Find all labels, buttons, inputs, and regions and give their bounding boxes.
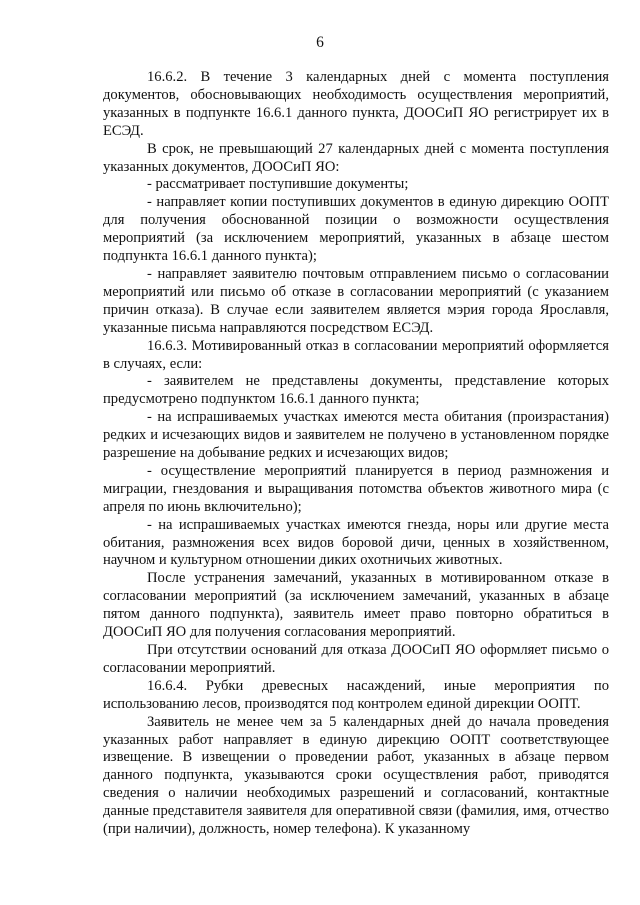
document-body (103, 69, 609, 839)
list-item-review-documents: - рассматривает поступившие документы; (147, 176, 409, 193)
paragraph-resubmission: После устранения замечаний, указанных в мотивированном отказе в согласовании мероприятий (за исключением замечаний, указанных в абзаце пятом данного подпункта), заявитель имеет право повторно обратиться в ДООСиП ЯО для получения согласования мероприятий. (103, 570, 609, 641)
list-item-rare-species: - на испрашиваемых участках имеются места обитания (произрастания) редких и исчезающих видов и заявителем не получено в установленном порядке разрешение на добывание редких и исчезающих видов; (103, 409, 609, 462)
paragraph-review-term: В срок, не превышающий 27 календарных дней с момента поступления указанных документов, ДООСиП ЯО: (103, 140, 609, 175)
list-item-breeding-period: - осуществление мероприятий планируется в период размножения и миграции, гнездования и выращивания потомства объектов животного мира (с апреля по июнь включительно); (103, 462, 609, 515)
paragraph-approval-letter: При отсутствии оснований для отказа ДООСиП ЯО оформляет письмо о согласовании мероприятий. (103, 642, 609, 676)
list-item-missing-documents: - заявителем не представлены документы, представление которых предусмотрено подпунктом 16.6.1 данного пункта; (103, 373, 609, 408)
list-item-send-letter: - направляет заявителю почтовым отправлением письмо о согласовании мероприятий или письмо об отказе в согласовании мероприятий (с указанием причин отказа). В случае если заявителем является мэрия города Ярославля, указанные письма направляются посредством ЕСЭД. (103, 265, 609, 336)
list-item-game-habitats: - на испрашиваемых участках имеются гнезда, норы или другие места обитания, размножения всех видов боровой дичи, ценных в хозяйственном, научном и культурном отношении диких охотничьих животных. (103, 516, 609, 569)
page-number: 6 (316, 34, 324, 51)
paragraph-16-6-3: 16.6.3. Мотивированный отказ в согласовании мероприятий оформляется в случаях, если: (103, 337, 609, 372)
paragraph-16-6-4: 16.6.4. Рубки древесных насаждений, иные мероприятия по использованию лесов, производятся под контролем единой дирекции ООПТ. (103, 677, 609, 712)
list-item-send-copies: - направляет копии поступивших документов в единую дирекцию ООПТ для получения обоснованной позиции о возможности осуществления мероприятий (за исключением мероприятий, указанных в абзаце шестом подпункта 16.6.1 данного пункта); (103, 194, 609, 265)
paragraph-notice: Заявитель не менее чем за 5 календарных дней до начала проведения указанных работ направляет в единую дирекцию ООПТ соответствующее извещение. В извещении о проведении работ, указанных в абзаце первом данного подпункта, указываются сроки осуществления работ, приводятся сведения о наличии необходимых разрешений и согласований, контактные данные представителя заявителя для оперативной связи (фамилия, имя, отчество (при наличии), должность, номер телефона). К указанному (103, 713, 609, 838)
paragraph-16-6-2: 16.6.2. В течение 3 календарных дней с момента поступления документов, обосновывающих необходимость осуществления мероприятий, указанных в подпункте 16.6.1 данного пункта, ДООСиП ЯО регистрирует их в ЕСЭД. (103, 69, 609, 139)
